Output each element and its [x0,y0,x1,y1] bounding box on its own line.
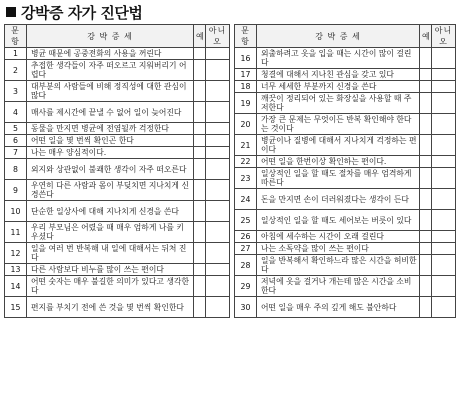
item-number: 29 [235,276,257,297]
yes-cell[interactable] [420,156,432,168]
yes-cell[interactable] [194,276,206,297]
item-text: 동물을 만지면 병균에 전염될까 걱정한다 [27,123,194,135]
item-number: 25 [235,210,257,231]
item-text: 나는 소독약을 많이 쓰는 편이다 [257,243,420,255]
item-number: 12 [5,243,27,264]
yes-cell[interactable] [420,93,432,114]
yes-cell[interactable] [420,255,432,276]
item-text: 외지와 상관없이 불쾌한 생각이 자주 떠오른다 [27,159,194,180]
item-number: 26 [235,231,257,243]
item-text: 어떤 일을 한번이상 확인하는 편이다. [257,156,420,168]
yes-cell[interactable] [420,189,432,210]
yes-cell[interactable] [420,210,432,231]
table-row [235,231,456,243]
no-cell[interactable] [206,264,230,276]
table-row [5,243,230,264]
no-cell[interactable] [432,276,456,297]
yes-cell[interactable] [194,102,206,123]
header-num: 문항 [235,25,257,48]
header-yes: 예 [194,25,206,48]
no-cell[interactable] [206,180,230,201]
yes-cell[interactable] [194,81,206,102]
table-row [5,276,230,297]
square-bullet-icon [6,7,16,17]
no-cell[interactable] [432,69,456,81]
item-number: 15 [5,297,27,318]
table-row [235,114,456,135]
table-row [235,243,456,255]
yes-cell[interactable] [420,276,432,297]
no-cell[interactable] [206,48,230,60]
table-row [235,135,456,156]
item-text: 가장 큰 문제는 무엇이든 반복 확인해야 한다는 것이다 [257,114,420,135]
item-text: 일상적인 일을 할 때도 절차를 매우 엄격하게 따른다 [257,168,420,189]
no-cell[interactable] [432,93,456,114]
item-text: 어떤 일을 매우 주의 깊게 해도 불안하다 [257,297,420,318]
yes-cell[interactable] [194,264,206,276]
yes-cell[interactable] [420,243,432,255]
yes-cell[interactable] [194,159,206,180]
table-row [5,81,230,102]
yes-cell[interactable] [194,222,206,243]
item-text: 깨끗이 정리되어 있는 화장실을 사용할 때 주저한다 [257,93,420,114]
table-row [5,123,230,135]
no-cell[interactable] [432,243,456,255]
item-number: 23 [235,168,257,189]
yes-cell[interactable] [194,201,206,222]
item-number: 28 [235,255,257,276]
item-text: 대부분의 사람들에 비해 정직성에 대한 관심이 많다 [27,81,194,102]
no-cell[interactable] [432,231,456,243]
yes-cell[interactable] [194,180,206,201]
table-row [235,189,456,210]
item-text: 나는 매우 양심적이다. [27,147,194,159]
table-row [5,60,230,81]
yes-cell[interactable] [420,81,432,93]
no-cell[interactable] [432,210,456,231]
table-row [235,81,456,93]
item-text: 매사를 제시간에 끝낼 수 없어 일이 늦어진다 [27,102,194,123]
header-num: 문항 [5,25,27,48]
checklist-table-left [4,24,230,318]
header-row [235,25,456,48]
table-row [235,156,456,168]
item-number: 5 [5,123,27,135]
item-number: 14 [5,276,27,297]
table-row [235,48,456,69]
item-text: 외출하려고 옷을 입을 때는 시간이 많이 걸린다 [257,48,420,69]
table-row [235,93,456,114]
item-number: 13 [5,264,27,276]
item-text: 일을 여러 번 반복해 내 일에 대해서는 뒤처 진다 [27,243,194,264]
no-cell[interactable] [432,255,456,276]
item-text: 병균이나 질병에 대해서 지나치게 걱정하는 편이다 [257,135,420,156]
table-row [235,210,456,231]
item-number: 27 [235,243,257,255]
table-row [5,48,230,60]
yes-cell[interactable] [420,135,432,156]
no-cell[interactable] [206,147,230,159]
no-cell[interactable] [432,189,456,210]
table-row [5,147,230,159]
item-number: 17 [235,69,257,81]
item-number: 19 [235,93,257,114]
item-number: 22 [235,156,257,168]
no-cell[interactable] [206,81,230,102]
item-number: 11 [5,222,27,243]
item-number: 10 [5,201,27,222]
item-number: 1 [5,48,27,60]
table-row [235,255,456,276]
yes-cell[interactable] [420,168,432,189]
header-row [5,25,230,48]
header-yes: 예 [420,25,432,48]
item-text: 일을 반복해서 확인하느라 많은 시간을 허비한다 [257,255,420,276]
table-row [235,276,456,297]
item-text: 우리 부모님은 어렸을 때 매우 엄하게 나를 키우셨다 [27,222,194,243]
item-number: 9 [5,180,27,201]
yes-cell[interactable] [194,135,206,147]
yes-cell[interactable] [420,48,432,69]
item-number: 30 [235,297,257,318]
table-row [5,102,230,123]
no-cell[interactable] [432,48,456,69]
item-number: 8 [5,159,27,180]
item-text: 돈을 만지면 손이 더러워졌다는 생각이 든다 [257,189,420,210]
no-cell[interactable] [206,201,230,222]
table-row [5,159,230,180]
yes-cell[interactable] [420,114,432,135]
table-row [5,264,230,276]
item-text: 저녁에 옷을 걸거나 개는데 많은 시간을 소비한다 [257,276,420,297]
no-cell[interactable] [206,102,230,123]
yes-cell[interactable] [194,60,206,81]
no-cell[interactable] [432,168,456,189]
no-cell[interactable] [206,276,230,297]
item-number: 4 [5,102,27,123]
item-number: 3 [5,81,27,102]
item-number: 16 [235,48,257,69]
checklist-table-right [234,24,456,318]
table-row [5,135,230,147]
no-cell[interactable] [432,156,456,168]
item-text: 청결에 대해서 지나친 관심을 갖고 있다 [257,69,420,81]
no-cell[interactable] [432,81,456,93]
item-number: 7 [5,147,27,159]
item-number: 2 [5,60,27,81]
table-row [235,297,456,318]
table-row [5,297,230,318]
header-no: 아니오 [432,25,456,48]
yes-cell[interactable] [194,123,206,135]
item-number: 24 [235,189,257,210]
no-cell[interactable] [206,123,230,135]
item-text: 어떤 숫자는 매우 불길한 의미가 있다고 생각한다 [27,276,194,297]
yes-cell[interactable] [194,147,206,159]
no-cell[interactable] [206,159,230,180]
item-number: 6 [5,135,27,147]
table-row [235,168,456,189]
no-cell[interactable] [206,222,230,243]
header-item: 강 박 증 세 [257,25,420,48]
item-number: 20 [235,114,257,135]
title-text: 강박증 자가 진단법 [21,3,143,22]
item-number: 21 [235,135,257,156]
yes-cell[interactable] [194,243,206,264]
yes-cell[interactable] [420,69,432,81]
item-text: 편지를 부치기 전에 쓴 것을 몇 번씩 확인한다 [27,297,194,318]
item-text: 추접한 생각들이 자주 떠오르고 지워버리기 어렵다 [27,60,194,81]
no-cell[interactable] [432,297,456,318]
no-cell[interactable] [206,60,230,81]
table-row [5,222,230,243]
no-cell[interactable] [432,135,456,156]
yes-cell[interactable] [194,48,206,60]
item-text: 다른 사람보다 비누를 많이 쓰는 편이다 [27,264,194,276]
no-cell[interactable] [206,243,230,264]
item-text: 우연히 다른 사람과 몸이 부딪치면 지나치게 신경쓴다 [27,180,194,201]
item-text: 병균 때문에 공중전화의 사용을 꺼린다 [27,48,194,60]
yes-cell[interactable] [194,297,206,318]
table-row [235,69,456,81]
header-no: 아니오 [206,25,230,48]
yes-cell[interactable] [420,297,432,318]
yes-cell[interactable] [420,231,432,243]
item-text: 일상적인 일을 할 때도 세어보는 버릇이 있다 [257,210,420,231]
table-row [5,201,230,222]
item-text: 아침에 세수하는 시간이 오래 걸린다 [257,231,420,243]
item-text: 어떤 일을 몇 번씩 확인곤 한다 [27,135,194,147]
item-text: 단순한 일상사에 대해 지나치게 신경을 쓴다 [27,201,194,222]
no-cell[interactable] [206,135,230,147]
header-item: 강 박 증 세 [27,25,194,48]
item-number: 18 [235,81,257,93]
no-cell[interactable] [432,114,456,135]
item-text: 너무 세세한 부분까지 신경을 쓴다 [257,81,420,93]
table-row [5,180,230,201]
no-cell[interactable] [206,297,230,318]
document-title [6,2,142,22]
